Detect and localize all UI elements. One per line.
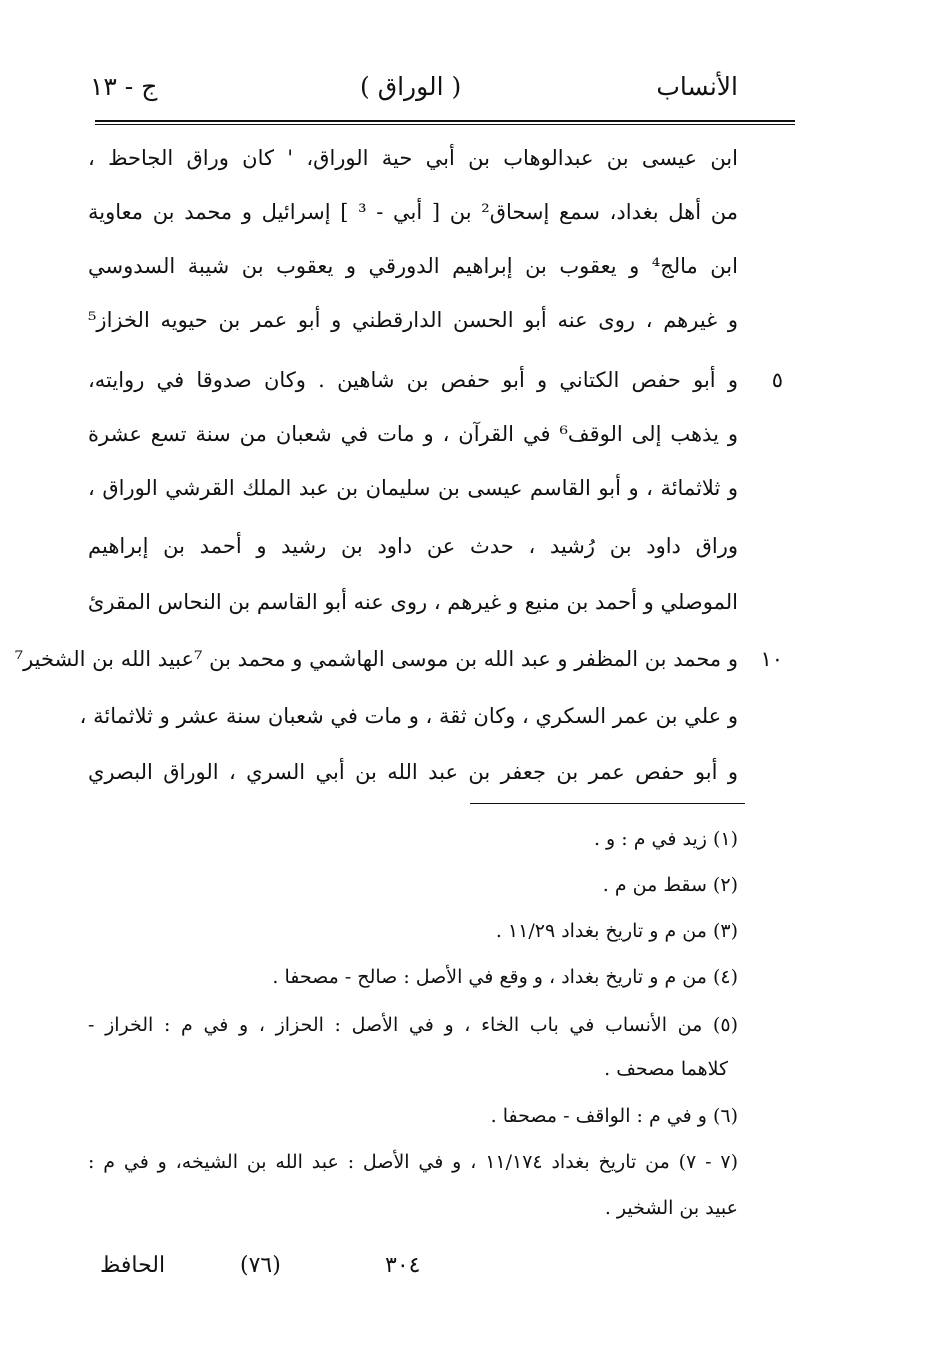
body-line-1: ابن عيسى بن عبدالوهاب بن أبي حية الوراق، ' كان وراق الجاحظ ، bbox=[88, 146, 738, 170]
footnote-6: (٦) و في م : الواقف - مصحفا . bbox=[490, 1105, 738, 1127]
footnote-2: (٢) سقط من م . bbox=[602, 874, 738, 896]
footnote-1: (١) زيد في م : و . bbox=[593, 828, 738, 850]
body-line-4: و غيرهم ، روى عنه أبو الحسن الدارقطني و أبو عمر بن حيويه الخزاز⁵ bbox=[88, 308, 738, 332]
footnote-7: (٧ - ٧) من تاريخ بغداد ١١/١٧٤ ، و في الأصل : عبد الله بن الشيخه، و في م : bbox=[88, 1151, 738, 1173]
footnote-5: (٥) من الأنساب في باب الخاء ، و في الأصل : الحزاز ، و في م : الخراز - bbox=[88, 1014, 738, 1036]
header-rule-thin bbox=[95, 124, 795, 125]
catchword: الحافظ bbox=[100, 1253, 166, 1278]
footnote-7-continued: عبيد بن الشخير . bbox=[604, 1197, 738, 1219]
signature-mark: (٧٦) bbox=[240, 1253, 281, 1278]
body-line-12: و أبو حفص عمر بن جعفر بن عبد الله بن أبي السري ، الوراق البصري bbox=[88, 760, 738, 784]
body-line-5: و أبو حفص الكتاني و أبو حفص بن شاهين . وكان صدوقا في روايته، bbox=[88, 368, 738, 392]
line-number-5: ٥ bbox=[771, 368, 783, 392]
footnote-5-continued: كلاهما مصحف . bbox=[604, 1058, 728, 1080]
body-line-3: ابن مالج⁴ و يعقوب بن إبراهيم الدورقي و يعقوب بن شيبة السدوسي bbox=[88, 254, 738, 278]
header-book-title: الأنساب bbox=[656, 72, 738, 101]
body-line-6: و يذهب إلى الوقف⁶ في القرآن ، و مات في شعبان من سنة تسع عشرة bbox=[88, 422, 738, 446]
body-line-11: و علي بن عمر السكري ، وكان ثقة ، و مات في شعبان سنة عشر و ثلاثمائة ، bbox=[79, 704, 738, 728]
header-entry-title: ( الوراق ) bbox=[360, 72, 462, 101]
page-number: ٣٠٤ bbox=[385, 1253, 421, 1278]
footnote-3: (٣) من م و تاريخ بغداد ١١/٢٩ . bbox=[495, 920, 738, 942]
body-line-7: و ثلاثمائة ، و أبو القاسم عيسى بن سليمان بن عبد الملك القرشي الوراق ، bbox=[88, 476, 738, 500]
body-line-9: الموصلي و أحمد بن منيع و غيرهم ، روى عنه أبو القاسم بن النحاس المقرئ bbox=[87, 590, 738, 614]
header-volume: ج - ١٣ bbox=[90, 72, 158, 101]
body-line-10: و محمد بن المظفر و عبد الله بن موسى الهاشمي و محمد بن ⁷عبيد الله بن الشخير⁷ bbox=[14, 647, 738, 671]
line-number-10: ١٠ bbox=[760, 647, 783, 671]
footnote-rule bbox=[470, 803, 745, 804]
body-line-2: من أهل بغداد، سمع إسحاق² بن [ أبي - ³ ] إسرائيل و محمد بن معاوية bbox=[88, 200, 738, 224]
header-rule bbox=[95, 120, 795, 122]
body-line-8: وراق داود بن رُشيد ، حدث عن داود بن رشيد و أحمد بن إبراهيم bbox=[88, 534, 738, 558]
footnote-4: (٤) من م و تاريخ بغداد ، و وقع في الأصل : صالح - مصحفا . bbox=[272, 966, 738, 988]
